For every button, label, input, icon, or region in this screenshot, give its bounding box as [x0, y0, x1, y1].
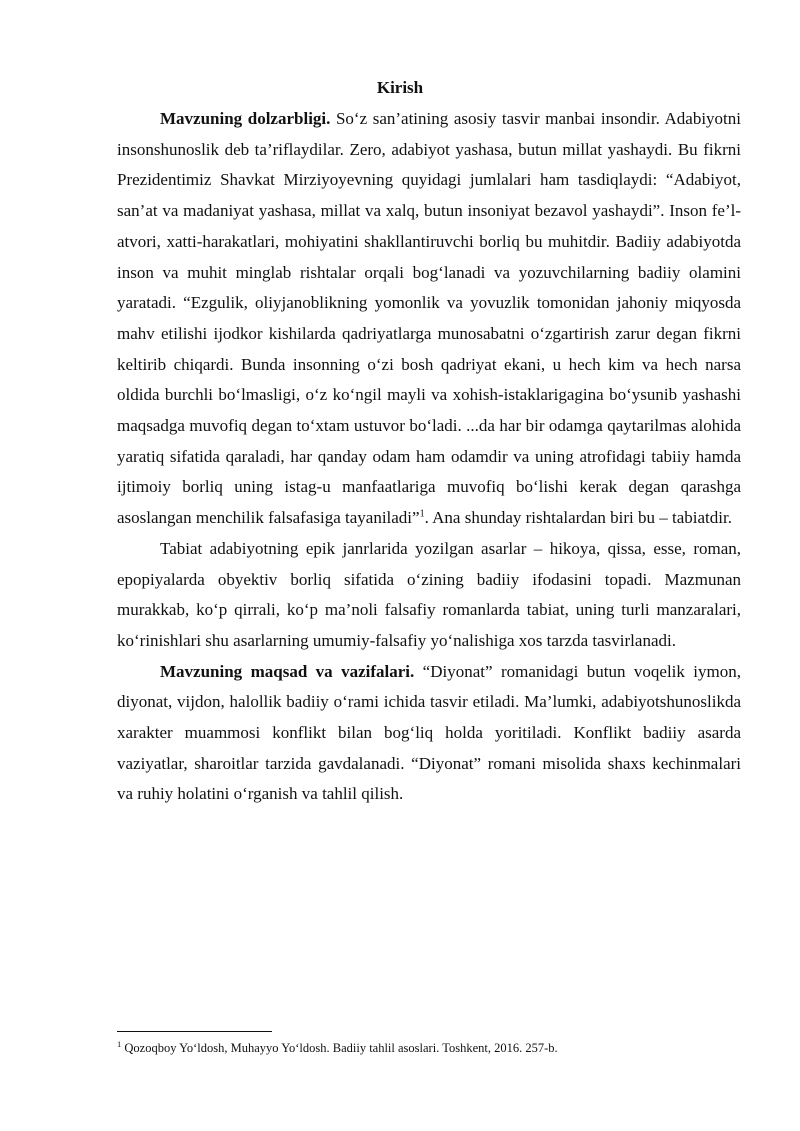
paragraph-goals-text: “Diyonat” romanidagi butun voqelik iymon, diyonat, vijdon, halollik badiiy o‘rami ichida tasvir etiladi. Ma’lumki, adabiyotshunoslikda xarakter muammosi konflikt bilan bog‘liq holda yoritiladi. Konflikt badiiy asarda vaziyatlar, sharoitlar tarzida gavdalanadi. “Diyonat” romani misolida shaxs kechinmalari va ruhiy holatini o‘rganish va tahlil qilish. [117, 661, 741, 804]
heading-relevance: Mavzuning dolzarbligi. [160, 109, 331, 128]
paragraph-relevance [117, 104, 741, 534]
footnote-text: Qozoqboy Yo‘ldosh, Muhayyo Yo‘ldosh. Badiiy tahlil asoslari. Toshkent, 2016. 257-b. [121, 1041, 558, 1055]
footnote-divider [117, 1031, 272, 1032]
paragraph-nature: Tabiat adabiyotning epik janrlarida yozilgan asarlar – hikoya, qissa, esse, roman, epopiyalarda obyektiv borliq sifatida o‘zining badiiy ifodasini topadi. Mazmunan murakkab, ko‘p qirrali, ko‘p ma’noli falsafiy romanlarda tabiat, uning turli manzaralari, ko‘rinishlari shu asarlarning umumiy-falsafiy yo‘nalishiga xos tarzda tasvirlanadi. [117, 538, 741, 650]
heading-goals: Mavzuning maqsad va vazifalari. [160, 661, 415, 681]
paragraph-relevance-text: So‘z san’atining asosiy tasvir manbai insondir. Adabiyotni insonshunoslik deb ta’riflaydilar. Zero, adabiyot yashasa, butun millat yashaydi. Bu fikrni Prezidentimiz Shavkat Mirziyoyevning quyidagi jumlalari ham tasdiqlaydi: “Adabiyot, san’at va madaniyat yashasa, millat va xalq, butun insoniyat bezavol yashaydi”. Inson fe’l-atvori, xatti-harakatlari, mohiyatini shakllantiruvchi borliq bu muhitdir. Badiiy adabiyotda inson va muhit minglab rishtalar orqali bog‘lanadi va yozuvchilarning badiiy olamini yaratadi. “Ezgulik, oliyjanoblikning yomonlik va yovuzlik tomonidan jahoniy miqyosda mahv etilishi ijodkor kishilarda qadriyatlarga munosabatni o‘zgartirish zarur degan fikrni keltirib chiqardi. Bunda insonning o‘zi bosh qadriyat ekani, u hech kim va hech narsa oldida burchli bo‘lmasligi, o‘z ko‘ngil mayli va xohish-istaklarigagina bo‘ysunib yashashi maqsadga muvofiq degan to‘xtam ustuvor bo‘ladi. ...da har bir odamga qaytarilmas alohida yaratiq sifatida qaraladi, har qanday odam ham odamdir va uning atrofidagi tabiiy hamda ijtimoiy borliq uning istag-u manfaatlariga muvofiq bo‘lishi kerak degan qarashga asoslangan menchilik falsafasiga tayaniladi” [117, 109, 742, 528]
body-text [117, 104, 741, 810]
paragraph-goals [117, 657, 741, 811]
footnote-reference[interactable]: 1 [419, 508, 425, 520]
footnote [117, 1039, 741, 1057]
paragraph-relevance-tail: . Ana shunday rishtalardan biri bu – tabiatdir. [424, 508, 732, 528]
footnote-mark: 1 [117, 1038, 122, 1049]
section-title: Kirish [376, 78, 424, 97]
